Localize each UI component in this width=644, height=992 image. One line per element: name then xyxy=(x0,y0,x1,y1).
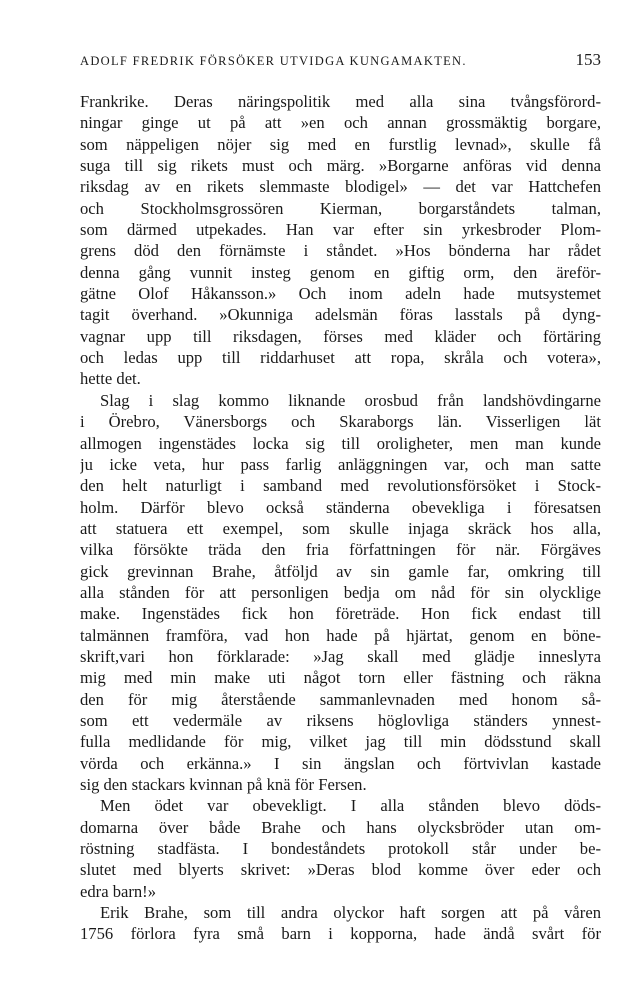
text-line: riksdag av en rikets slemmaste blodigel» — det var Hattchefen xyxy=(80,177,601,197)
text-line: grens död den förnämste i ståndet. »Hos bönderna har rådet xyxy=(80,241,601,261)
body-text xyxy=(80,91,601,945)
text-line: allmogen ingenstädes locka sig till oroligheter, men man kunde xyxy=(80,433,601,453)
text-line: som därmed utpekades. Han var efter sin yrkesbroder Plom- xyxy=(80,220,601,240)
text-line: sig den stackars kvinnan på knä för Fersen. xyxy=(80,775,367,794)
text-line: gätne Olof Håkansson.» Och inom adeln hade mutsystemet xyxy=(80,284,601,304)
text-line: mig med min make uti något torn eller fästning och räkna xyxy=(80,668,601,688)
text-line: tagit överhand. »Okunniga adelsmän föras lasstals på dyng- xyxy=(80,305,601,325)
text-line: Erik Brahe, som till andra olyckor haft sorgen att på våren xyxy=(100,903,601,923)
text-line: ju icke veta, hur pass farlig anläggningen var, och man satte xyxy=(80,454,601,474)
text-line: holm. Därför blevo också ständerna obevekliga i föresatsen xyxy=(80,497,601,517)
text-line: som ett vedermäle av riksens höglovliga ständers ynnest- xyxy=(80,710,601,730)
text-line: skrift,vari hon förklarade: »Jag skall med glädje inneslута xyxy=(80,646,601,666)
text-line: vilka försökte träda den fria författningen för när. Förgäves xyxy=(80,540,601,560)
text-line: make. Ingenstädes fick hon företräde. Hon fick endast till xyxy=(80,604,601,624)
text-line: som näppeligen nöjer sig med en furstlig levnad», skulle få xyxy=(80,134,601,154)
text-line: vörda och erkänna.» I sin ängslan och förtvivlan kastade xyxy=(80,753,601,773)
text-line: ningar ginge ut på att »en och annan grossmäktig borgare, xyxy=(80,113,601,133)
text-line: att statuera ett exempel, som skulle injaga skräck hos alla, xyxy=(80,518,601,538)
text-line: den för mig återstående sammanlevnaden med honom så- xyxy=(80,689,601,709)
text-line: talmännen framföra, vad hon hade på hjärtat, genom en böne- xyxy=(80,625,601,645)
text-line: alla stånden för att personligen bedja om nåd för sin olycklige xyxy=(80,582,601,602)
text-line: och Stockholmsgrossören Kierman, borgarståndets talman, xyxy=(80,198,601,218)
text-line: 1756 förlora fyra små barn i kopporna, hade ändå svårt för xyxy=(80,924,601,944)
text-line: hette det. xyxy=(80,369,141,389)
text-line: Frankrike. Deras näringspolitik med alla sina tvångsförord- xyxy=(80,92,601,111)
running-header xyxy=(80,50,601,74)
running-title: ADOLF FREDRIK FÖRSÖKER UTVIDGA KUNGAMAKTEN. xyxy=(80,54,467,68)
text-line: röstning stadfästa. I bondeståndets protokoll står under be- xyxy=(80,839,601,859)
text-line: suga till sig rikets must och märg. »Borgarne anföras vid denna xyxy=(80,156,601,176)
text-line: edra barn!» xyxy=(80,881,157,901)
text-line: vagnar upp till riksdagen, förses med kläder och förtäring xyxy=(80,326,601,346)
text-line: gick grevinnan Brahe, åtföljd av sin gamle far, omkring till xyxy=(80,561,601,581)
page-number: 153 xyxy=(575,50,601,69)
text-line: Men ödet var obevekligt. I alla stånden blevo döds- xyxy=(100,796,601,816)
text-line: denna gång vunnit insteg genom en giftig orm, den äreför- xyxy=(80,262,601,282)
text-line: den helt naturligt i samband med revolutionsförsöket i Stock- xyxy=(80,476,601,496)
text-line: fulla medlidande för mig, vilket jag till min dödsstund skall xyxy=(80,732,601,752)
text-line: och ledas upp till riddarhuset att ropa, skråla och votera», xyxy=(80,348,601,368)
text-line: Slag i slag kommo liknande orosbud från landshövdingarne xyxy=(100,390,601,410)
text-line: domarna över både Brahe och hans olycksbröder utan om- xyxy=(80,817,601,837)
text-line: slutet med blyerts skrivet: »Deras blod komme över eder och xyxy=(80,860,601,880)
text-line: i Örebro, Vänersborgs och Skaraborgs län. Visserligen lät xyxy=(80,412,601,432)
